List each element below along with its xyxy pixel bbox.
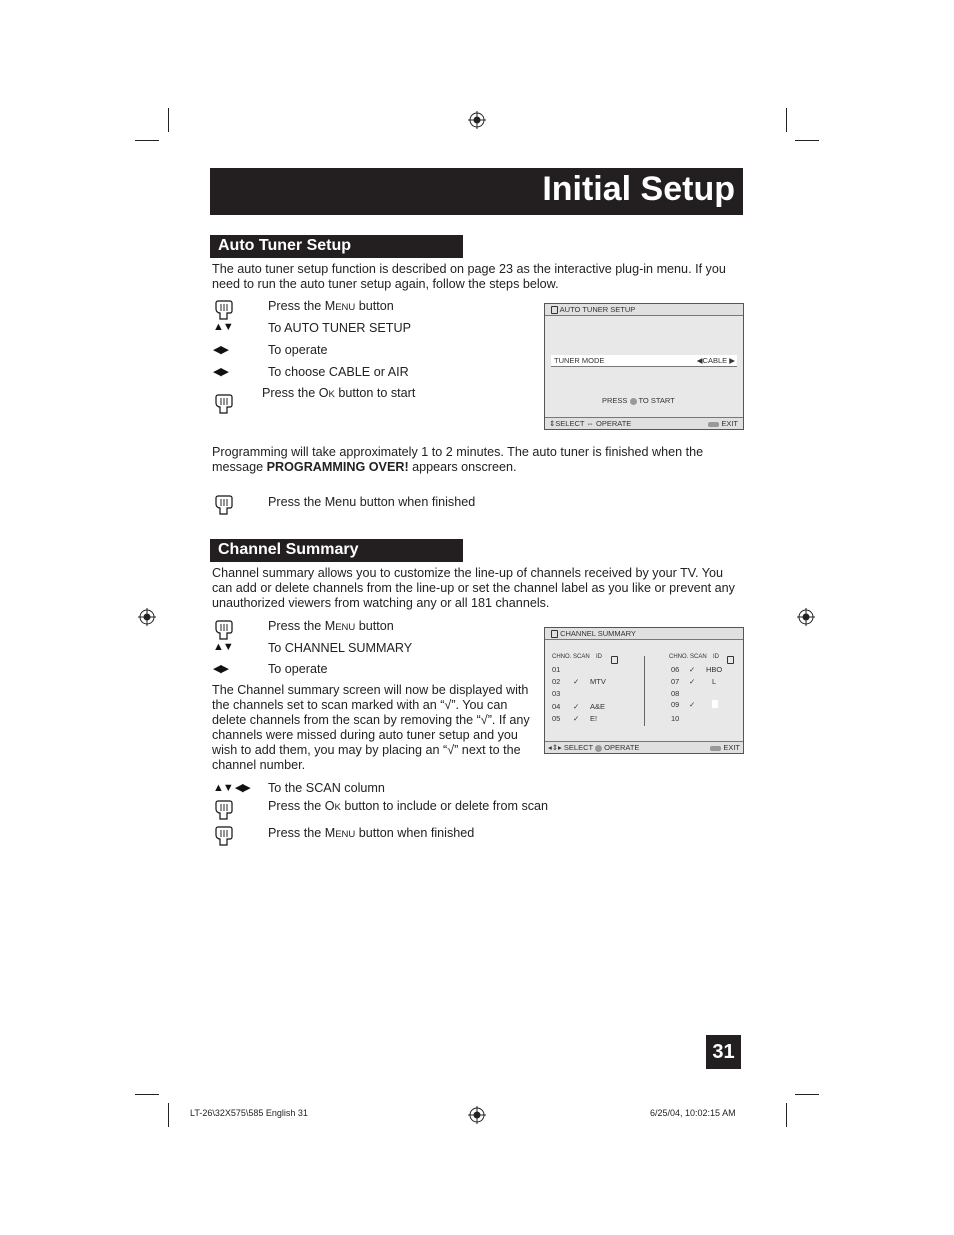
step-press-ok: Press the OK button to start xyxy=(262,386,416,400)
menu-button-icon xyxy=(708,422,719,427)
osd-header: AUTO TUNER SETUP xyxy=(545,304,743,316)
step-to-operate: To operate xyxy=(268,662,328,676)
step-to-channel-summary: To CHANNEL SUMMARY xyxy=(268,641,413,655)
channel-row[interactable]: 05 ✓ E! xyxy=(552,714,598,723)
crop-mark xyxy=(135,140,159,141)
channel-summary-body: The Channel summary screen will now be displayed with the channels set to scan marked with an “√”. You can delete channels from the scan by removing the “√”. If any channels were missed during auto tuner setup and you wish to add them, you may by placing an “√” next to the channel number. xyxy=(212,683,530,772)
hand-press-icon xyxy=(212,298,236,322)
auto-tuner-osd xyxy=(544,303,744,430)
arrows-icon: ▲▼ ◀▶ xyxy=(213,782,250,794)
osd-header: CHANNEL SUMMARY xyxy=(545,628,743,640)
left-right-arrows-icon: ◀▶ xyxy=(213,344,228,356)
step-choose-cable-air: To choose CABLE or AIR xyxy=(268,365,409,379)
channel-row[interactable]: 10 xyxy=(671,714,680,723)
page-title: Initial Setup xyxy=(542,170,735,208)
step-press-menu-finished: Press the MENU button when finished xyxy=(268,826,475,840)
page-title-bar xyxy=(210,168,743,215)
section-heading-channel-summary xyxy=(210,539,463,562)
channel-row[interactable]: 07 ✓ L xyxy=(671,677,717,686)
up-down-arrows-icon: ▲▼ xyxy=(213,321,233,333)
col-header-id: ID xyxy=(713,654,719,660)
registration-mark-icon xyxy=(138,608,156,626)
step-press-menu: Press the MENU button xyxy=(268,299,394,313)
lock-icon xyxy=(727,656,734,664)
hand-press-icon xyxy=(212,824,236,848)
osd-press-ok: PRESS TO START xyxy=(602,396,675,405)
ok-button-icon xyxy=(630,398,637,405)
section-heading-text: Channel Summary xyxy=(218,541,359,558)
hand-press-icon xyxy=(212,493,236,517)
step-press-ok: Press the OK button to include or delete from scan xyxy=(268,799,549,813)
step-to-auto-tuner: To AUTO TUNER SETUP xyxy=(268,321,411,335)
auto-tuner-intro: The auto tuner setup function is described on page 23 as the interactive plug-in menu. If you need to run the auto tuner setup again, follow the steps below. xyxy=(212,262,726,291)
page-number: 31 xyxy=(706,1035,741,1069)
lock-icon xyxy=(551,306,558,314)
step-to-operate: To operate xyxy=(268,343,328,357)
crop-mark xyxy=(168,108,169,132)
channel-row[interactable]: 04 ✓ A&E xyxy=(552,702,606,711)
hand-press-icon xyxy=(212,392,236,416)
step-press-menu: Press the MENU button xyxy=(268,619,394,633)
col-header-scan: SCAN xyxy=(690,654,707,660)
programming-text: Programming will take approximately 1 to 2 minutes. The auto tuner is finished when the message PROGRAMMING OVER! appears onscreen. xyxy=(212,445,704,474)
step-to-scan-column: To the SCAN column xyxy=(268,781,385,795)
registration-mark-icon xyxy=(797,608,815,626)
channel-summary-osd xyxy=(544,627,744,754)
lock-icon xyxy=(611,656,618,664)
registration-mark-icon xyxy=(468,1106,486,1124)
crop-mark xyxy=(135,1094,159,1095)
osd-tuner-mode-row: TUNER MODE ◀CABLE ▶ xyxy=(551,355,737,367)
section-heading-auto-tuner xyxy=(210,235,463,258)
up-down-arrows-icon: ▲▼ xyxy=(213,641,233,653)
channel-row[interactable]: 03 xyxy=(552,689,561,698)
left-right-arrows-icon: ◀▶ xyxy=(213,366,228,378)
hand-press-icon xyxy=(212,798,236,822)
col-header-chno: CHNO. xyxy=(669,654,689,660)
col-header-scan: SCAN xyxy=(573,654,590,660)
crop-mark xyxy=(795,1094,819,1095)
footer-timestamp: 6/25/04, 10:02:15 AM xyxy=(650,1108,736,1118)
channel-row[interactable]: 06 ✓ HBO xyxy=(671,665,723,674)
registration-mark-icon xyxy=(468,111,486,129)
channel-summary-intro: Channel summary allows you to customize the line-up of channels received by your TV. You can add or delete channels from the line-up or set the channel label as you like or prevent any unauthorized viewers from watching any or all 181 channels. xyxy=(212,566,735,610)
footer-file-info: LT-26\32X575\585 English 31 xyxy=(190,1108,308,1118)
channel-row[interactable]: 09 ✓ xyxy=(671,700,737,711)
id-edit-field[interactable] xyxy=(712,700,718,708)
section-heading-text: Auto Tuner Setup xyxy=(218,237,352,254)
lock-icon xyxy=(551,630,558,638)
crop-mark xyxy=(786,1103,787,1127)
column-divider xyxy=(644,656,645,726)
channel-row[interactable]: 02 ✓ MTV xyxy=(552,677,606,686)
step-press-menu-finished: Press the Menu button when finished xyxy=(268,495,476,509)
crop-mark xyxy=(786,108,787,132)
osd-footer: ◂⇕▸ SELECT OPERATE EXIT xyxy=(545,741,743,753)
left-right-arrows-icon: ◀▶ xyxy=(213,663,228,675)
channel-row[interactable]: 08 xyxy=(671,689,680,698)
ok-button-icon xyxy=(595,745,602,752)
channel-row[interactable]: 01 xyxy=(552,665,561,674)
col-header-chno: CHNO. xyxy=(552,654,572,660)
crop-mark xyxy=(795,140,819,141)
crop-mark xyxy=(168,1103,169,1127)
hand-press-icon xyxy=(212,618,236,642)
osd-footer: ⇕SELECT ⇔ OPERATE EXIT xyxy=(545,417,743,429)
col-header-id: ID xyxy=(596,654,602,660)
menu-button-icon xyxy=(710,746,721,751)
